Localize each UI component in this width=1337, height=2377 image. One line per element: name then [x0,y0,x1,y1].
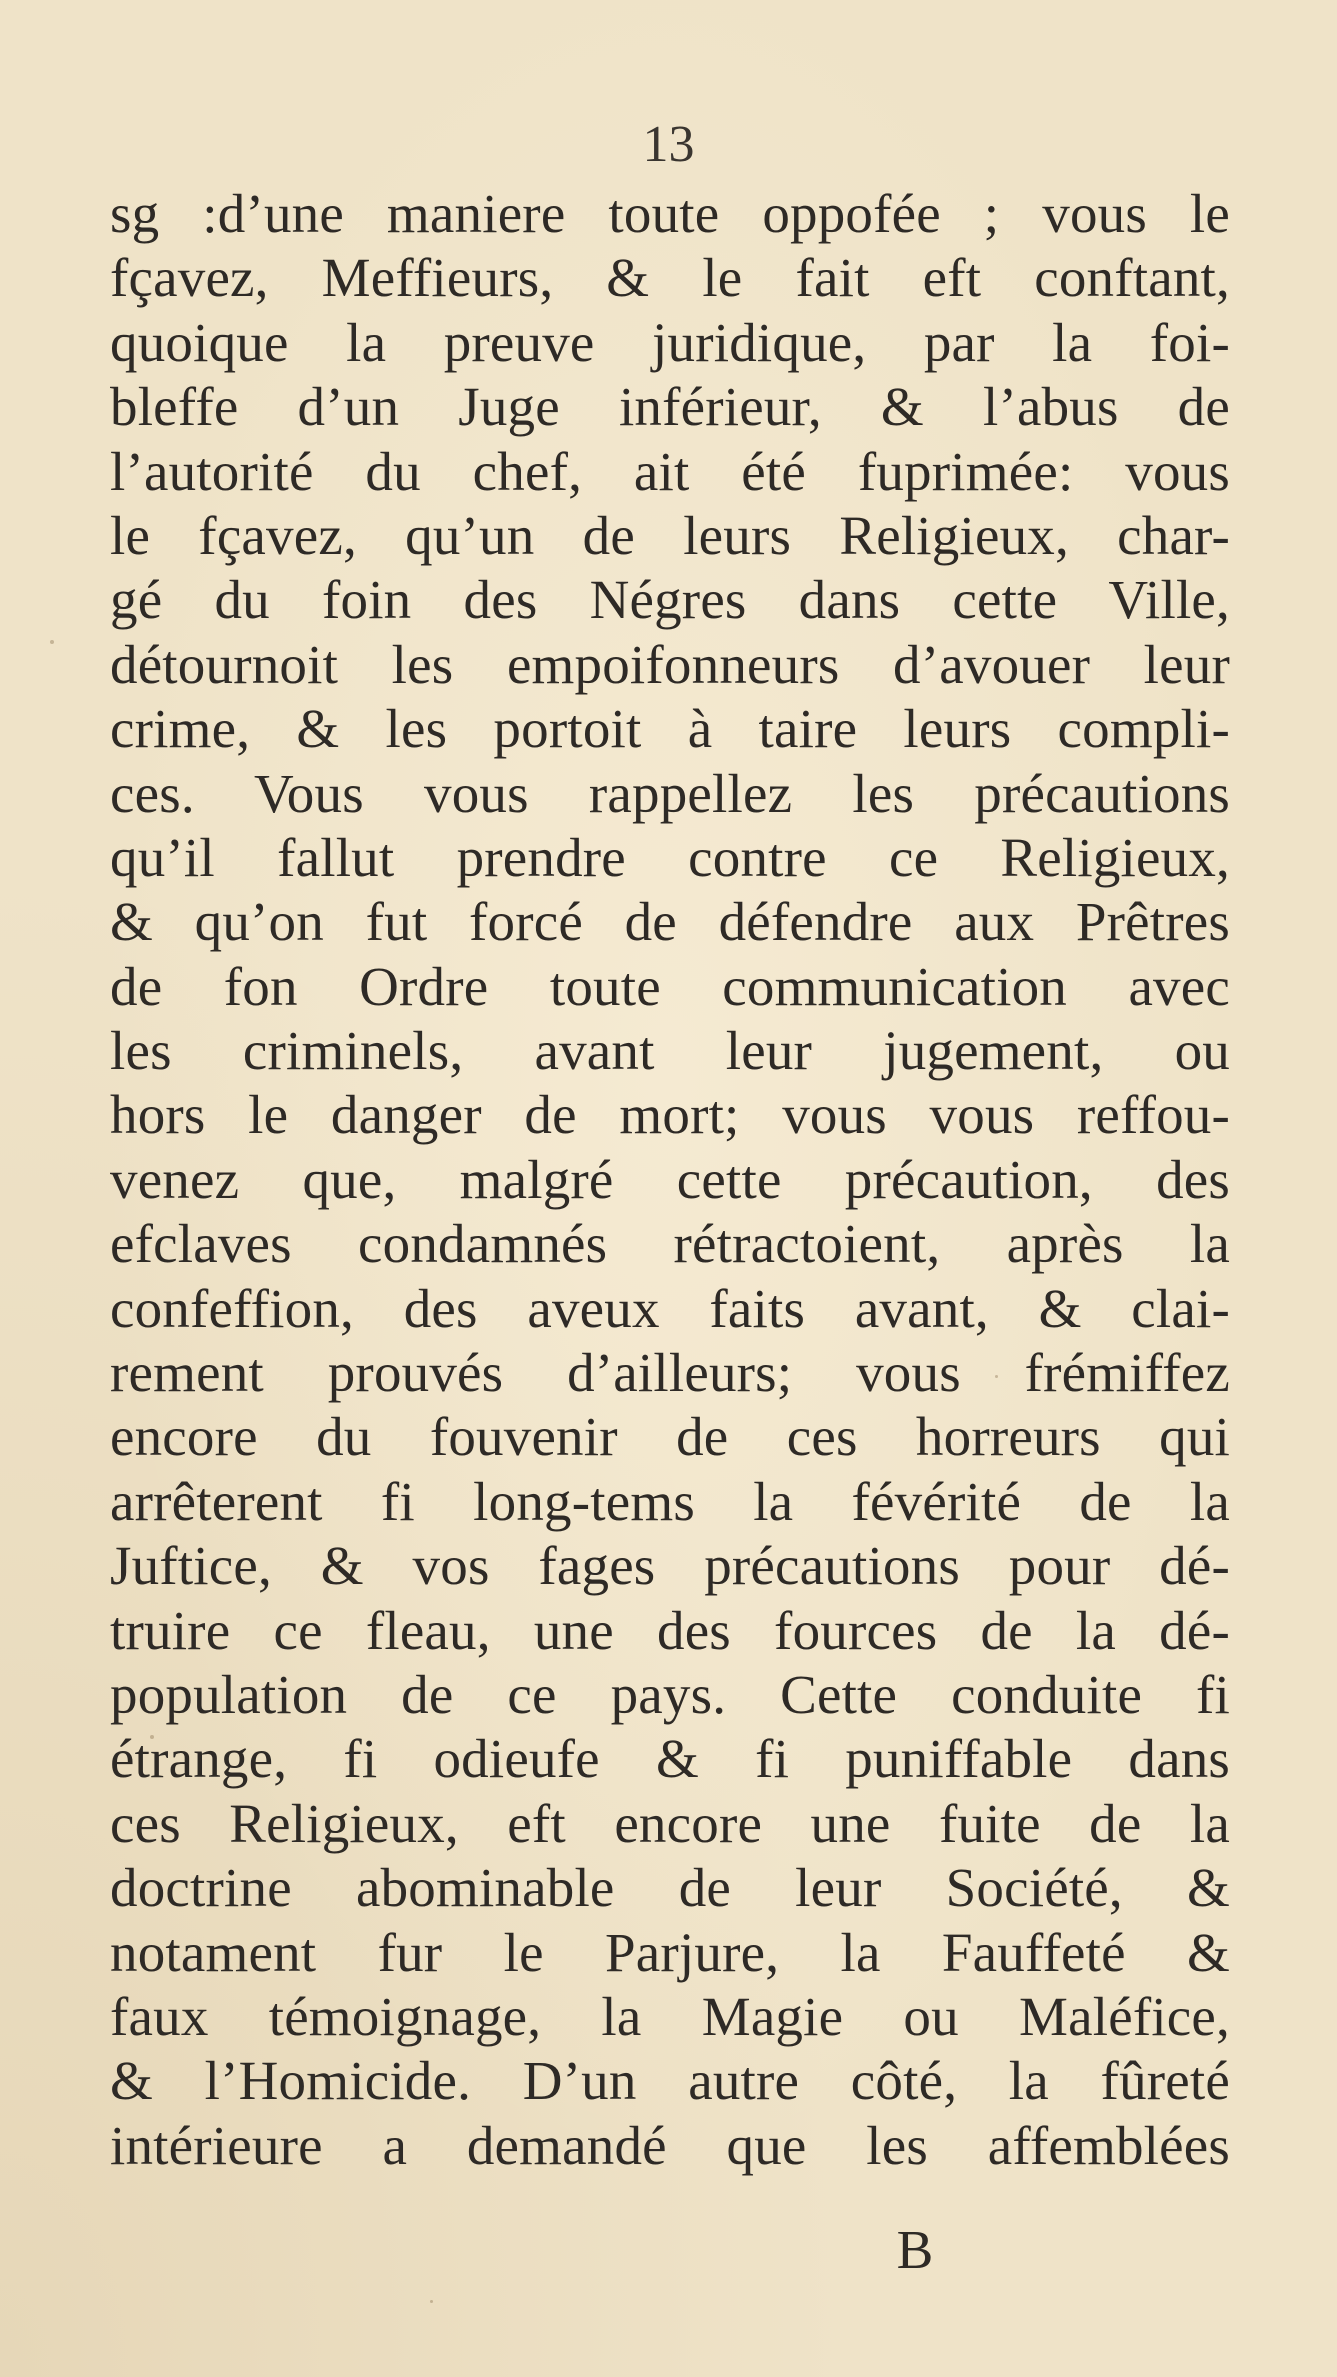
text-line: ces. Vous vous rappellez les précautions [110,762,1230,824]
text-line: qu’il fallut prendre contre ce Religieux, [110,826,1230,888]
text-line: population de ce pays. Cette conduite fi [110,1663,1230,1725]
text-line: gé du foin des Négres dans cette Ville, [110,569,1230,631]
text-line: détournoit les empoifonneurs d’avouer leur [110,633,1230,695]
text-line: arrêterent fi long-tems la févérité de la [110,1470,1230,1532]
signature-mark: B [896,2219,934,2280]
text-line: confeffion, des aveux faits avant, & clai- [110,1277,1230,1339]
text-line: les criminels, avant leur jugement, ou [110,1020,1230,1082]
text-line: venez que, malgré cette précaution, des [110,1148,1230,1210]
body-text [110,182,1230,2178]
text-line: intérieure a demandé que les affemblées [110,2114,1230,2176]
text-line: & qu’on fut forcé de défendre aux Prêtres [110,891,1230,953]
text-line: & l’Homicide. D’un autre côté, la fûreté [110,2050,1230,2112]
text-line: quoique la preuve juridique, par la foi- [110,311,1230,373]
text-line: de fon Ordre toute communication avec [110,955,1230,1017]
paper-speck [430,2300,433,2303]
text-line: fçavez, Meffieurs, & le fait eft conftant, [110,247,1230,309]
text-line: efclaves condamnés rétractoient, après la [110,1213,1230,1275]
text-line: faux témoignage, la Magie ou Maléfice, [110,1985,1230,2047]
text-line: doctrine abominable de leur Société, & [110,1857,1230,1919]
text-line: l’autorité du chef, ait été fuprimée: vous [110,440,1230,502]
text-line: bleffe d’un Juge inférieur, & l’abus de [110,376,1230,438]
text-line: truire ce fleau, une des fources de la dé- [110,1599,1230,1661]
text-line: notament fur le Parjure, la Fauffeté & [110,1921,1230,1983]
text-line: sg :d’une maniere toute oppofée ; vous le [110,183,1230,244]
text-line: encore du fouvenir de ces horreurs qui [110,1406,1230,1468]
text-line: ces Religieux, eft encore une fuite de la [110,1792,1230,1854]
text-line: hors le danger de mort; vous vous reffou- [110,1084,1230,1146]
text-line: étrange, fi odieufe & fi puniffable dans [110,1728,1230,1790]
text-line: Juftice, & vos fages précautions pour dé- [110,1535,1230,1597]
page-number: 13 [642,116,695,173]
text-line: crime, & les portoit à taire leurs compli- [110,698,1230,760]
paper-speck [50,640,54,644]
text-line: le fçavez, qu’un de leurs Religieux, char- [110,504,1230,566]
text-line: rement prouvés d’ailleurs; vous frémiffez [110,1342,1230,1404]
